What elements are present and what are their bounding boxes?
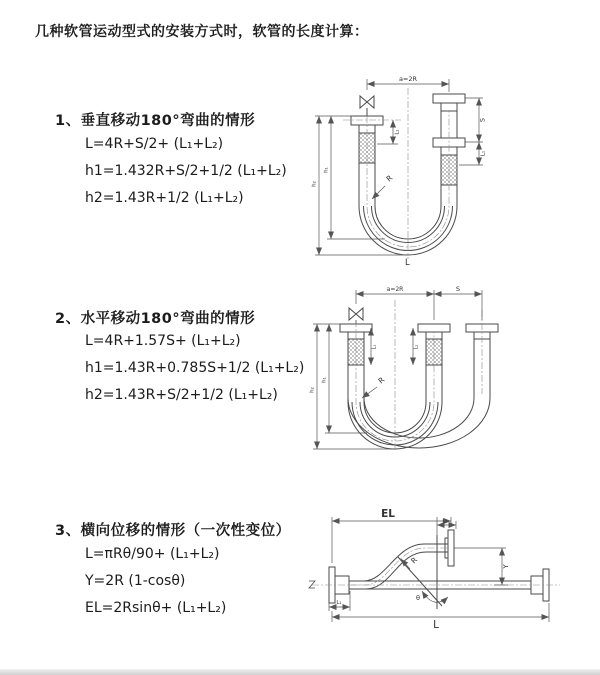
dim-label-r: R (384, 173, 395, 184)
dim-label-width: a=2R (398, 75, 418, 83)
angle-arc (422, 591, 448, 602)
flange-middle (418, 324, 450, 332)
section-3-heading: 3、横向位移的情形（一次性变位） (55, 523, 291, 539)
dim-label-h2: h₂ (311, 181, 318, 187)
valve-icon (360, 96, 374, 108)
flange-upper (448, 530, 454, 566)
dim-label-h1: h₁ (321, 377, 328, 383)
valve-icon (349, 308, 363, 320)
dim-label-r: R (409, 555, 420, 566)
dim-label-theta: θ (416, 594, 420, 602)
formula: L=4R+1.57S+ (L₁+L₂) (85, 333, 241, 349)
dim-label-l: L (433, 619, 439, 631)
hose-upper-wall (349, 544, 448, 581)
dim-label-r: R (376, 375, 387, 386)
dim-label-l2: L₂ (442, 518, 448, 525)
formula: L=πRθ/90+ (L₁+L₂) (85, 546, 220, 562)
formula: h2=1.43R+S/2+1/2 (L₁+L₂) (85, 387, 278, 403)
formula: EL=2Rsinθ+ (L₁+L₂) (85, 600, 227, 616)
dim-label-el: EL (381, 508, 395, 520)
dim-label-l: L (405, 258, 410, 268)
dim-label-l2: L₂ (413, 344, 420, 350)
dim-label-l1-left: L₁ (394, 129, 401, 135)
dim-label-h2: h₂ (309, 387, 316, 393)
formula: h2=1.43R+1/2 (L₁+L₂) (85, 190, 244, 206)
dim-label-l1: L₁ (371, 344, 378, 350)
flange-right-top (433, 94, 465, 103)
u-bend-drawing-1 (305, 66, 525, 268)
diagram-vertical-u-bend (305, 66, 525, 268)
section-2-heading: 2、水平移动180°弯曲的情形 (55, 311, 256, 327)
section-3-formulas (85, 541, 226, 622)
diagram-horizontal-u-bend (305, 280, 600, 456)
formula: L=4R+S/2+ (L₁+L₂) (85, 136, 224, 152)
page-title: 几种软管运动型式的安装方式时，软管的长度计算： (35, 24, 369, 40)
dim-label-h1: h₁ (323, 167, 330, 173)
dim-label-y: Y (502, 564, 510, 569)
diagram-lateral-displacement (298, 495, 598, 655)
formula: h1=1.432R+S/2+1/2 (L₁+L₂) (85, 163, 287, 179)
section-1-heading: 1、垂直移动180°弯曲的情形 (55, 113, 256, 129)
u-bend-drawing-2 (305, 280, 600, 456)
dim-label-width: a=2R (386, 286, 404, 293)
section-1-formulas (85, 131, 287, 212)
dim-label-s: S (455, 285, 461, 293)
s-curve-drawing (298, 495, 598, 655)
dim-label-l1: L₁ (336, 600, 342, 606)
hose-position-2 (348, 398, 490, 448)
formula: Y=2R (1-cosθ) (85, 573, 186, 589)
break-mark (309, 581, 315, 588)
dim-label-s: S (478, 117, 487, 123)
dim-label-l1-right: L₁ (480, 150, 487, 157)
formula: h1=1.43R+0.785S+1/2 (L₁+L₂) (85, 360, 305, 376)
scan-edge (0, 669, 600, 675)
section-2-formulas (85, 328, 304, 409)
radius-leader (372, 186, 385, 199)
